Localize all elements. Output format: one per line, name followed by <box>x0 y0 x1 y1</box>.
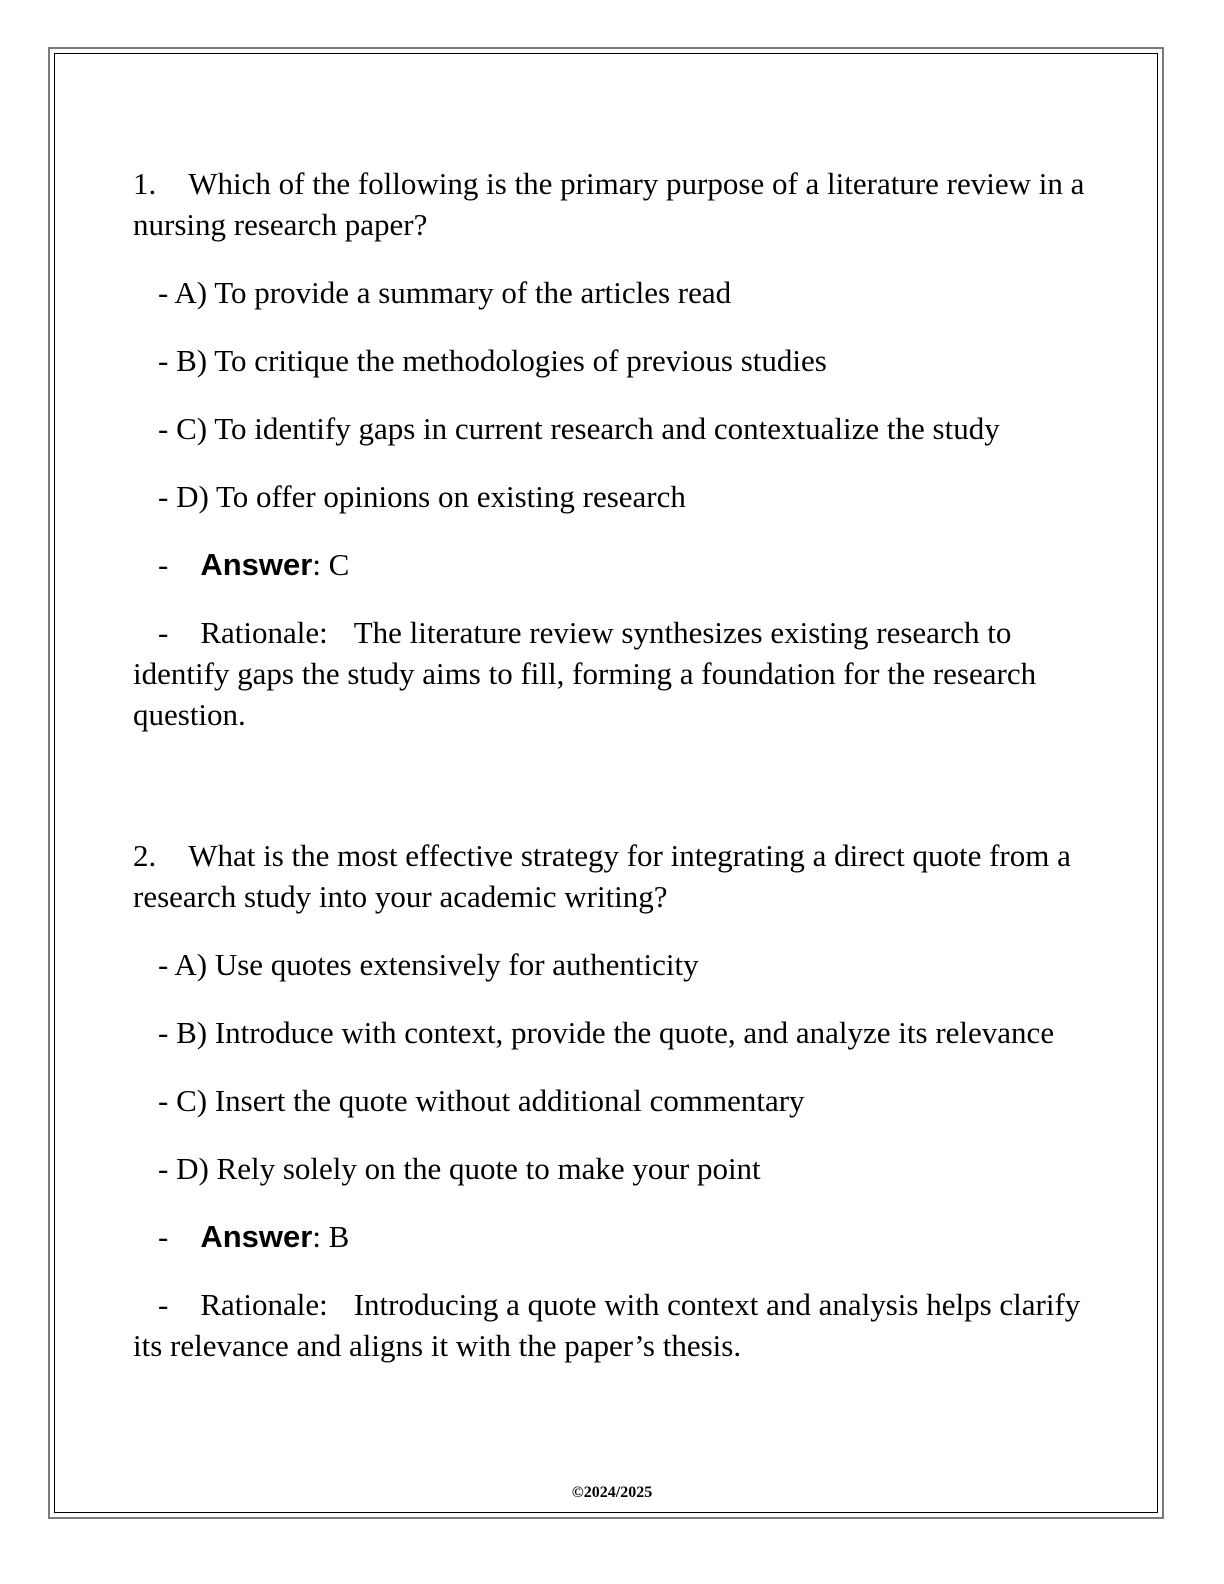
option-d-text: - D) To offer opinions on existing research <box>158 479 686 514</box>
question-number: 1. <box>133 166 157 201</box>
rationale-label: Rationale: <box>200 1287 328 1322</box>
option-d <box>133 476 1093 517</box>
option-b-text: - B) To critique the methodologies of previous studies <box>158 343 827 378</box>
rationale <box>133 1284 1093 1366</box>
document-body <box>133 163 1093 1366</box>
answer-dash: - <box>158 547 169 582</box>
option-a-text: - A) To provide a summary of the articles read <box>158 275 732 310</box>
option-b-text: - B) Introduce with context, provide the quote, and analyze its relevance <box>158 1015 1055 1050</box>
option-a-text: - A) Use quotes extensively for authenticity <box>158 947 699 982</box>
rationale-text: The literature review synthesizes existing research to identify gaps the study aims to fill, forming a foundation for the research question. <box>133 615 1037 732</box>
question-prompt: Which of the following is the primary purpose of a literature review in a nursing research paper? <box>133 166 1085 242</box>
answer-value: : C <box>312 547 350 582</box>
option-a <box>133 944 1093 985</box>
option-c <box>133 408 1093 449</box>
rationale-label: Rationale: <box>200 615 328 650</box>
question-2 <box>133 835 1093 1366</box>
question-number: 2. <box>133 838 157 873</box>
option-a <box>133 272 1093 313</box>
rationale-dash: - <box>158 1287 169 1322</box>
option-b <box>133 1012 1093 1053</box>
option-c-text: - C) Insert the quote without additional commentary <box>158 1083 805 1118</box>
option-c-text: - C) To identify gaps in current research and contextualize the study <box>158 411 1000 446</box>
answer-label: Answer <box>200 1219 313 1254</box>
option-b <box>133 340 1093 381</box>
answer <box>133 544 1093 585</box>
rationale-dash: - <box>158 615 169 650</box>
answer-value: : B <box>312 1219 350 1254</box>
option-c <box>133 1080 1093 1121</box>
rationale <box>133 612 1093 735</box>
question-text <box>133 835 1093 917</box>
answer-dash: - <box>158 1219 169 1254</box>
question-prompt: What is the most effective strategy for integrating a direct quote from a research study into your academic writing? <box>133 838 1071 914</box>
rationale-text: Introducing a quote with context and analysis helps clarify its relevance and aligns it with the paper’s thesis. <box>133 1287 1081 1363</box>
option-d <box>133 1148 1093 1189</box>
answer-label: Answer <box>200 547 313 582</box>
answer <box>133 1216 1093 1257</box>
question-text <box>133 163 1093 245</box>
option-d-text: - D) Rely solely on the quote to make your point <box>158 1151 761 1186</box>
copyright-footer: ©2024/2025 <box>571 1484 653 1501</box>
question-1 <box>133 163 1093 735</box>
